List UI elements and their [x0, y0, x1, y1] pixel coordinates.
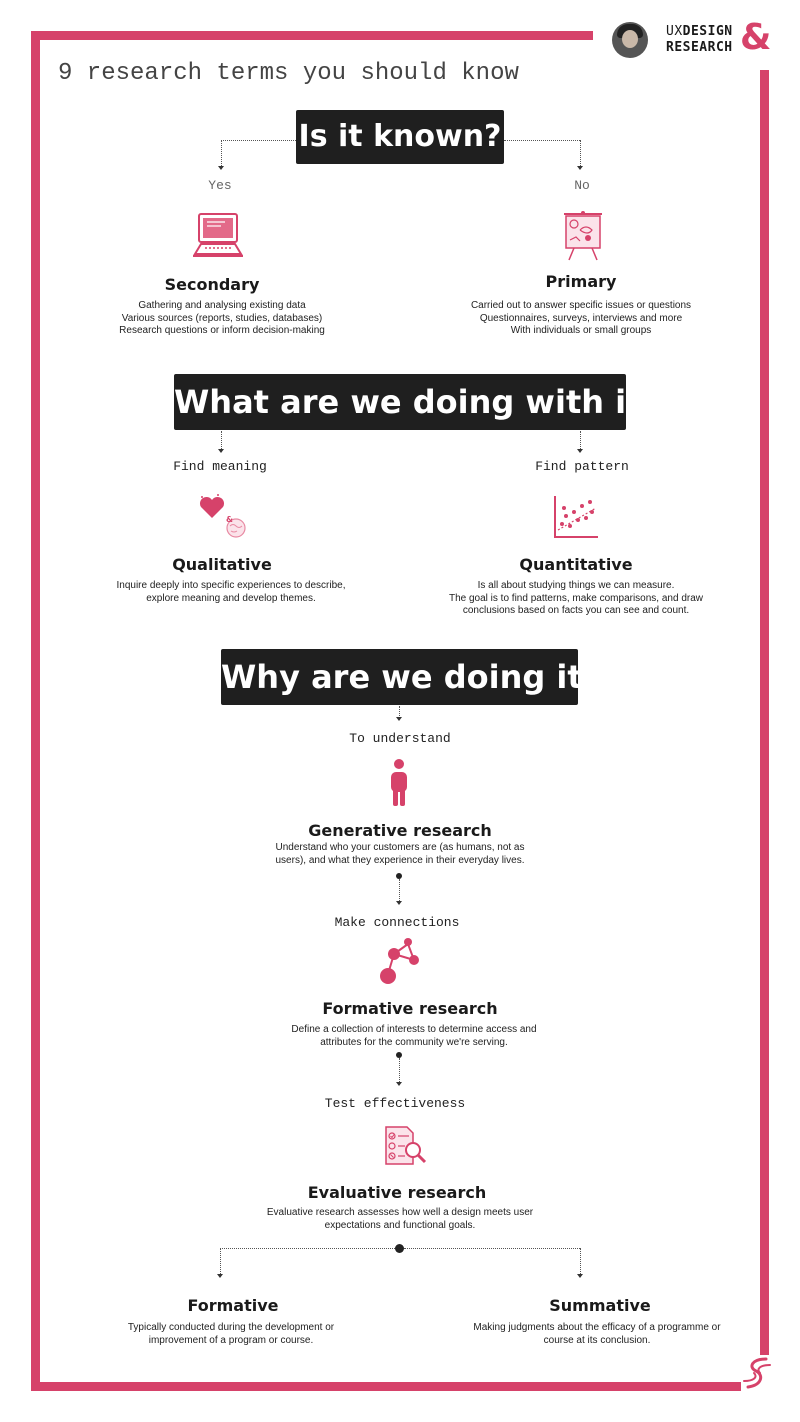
- description-line: Define a collection of interests to determine access and: [291, 1024, 537, 1035]
- description-line: Research questions or inform decision-making: [119, 325, 325, 336]
- arrow-down-icon: [577, 166, 583, 170]
- description-line: course at its conclusion.: [543, 1334, 651, 1346]
- description-line: Understand who your customers are (as humans, not as: [275, 842, 525, 853]
- connector: [221, 140, 296, 141]
- arrow-down-icon: [217, 1274, 223, 1278]
- description-line: Various sources (reports, studies, databases): [121, 312, 323, 324]
- arrow-down-icon: [577, 449, 583, 453]
- connector: [504, 140, 580, 141]
- description-primary: [436, 300, 726, 338]
- description-line: Carried out to answer specific issues or questions: [470, 300, 692, 311]
- person-icon: [387, 758, 411, 808]
- description-formative-research: [264, 1024, 564, 1049]
- branch-label-yes: Yes: [208, 178, 232, 193]
- description-line: With individuals or small groups: [510, 325, 652, 336]
- label-make-connections: Make connections: [334, 915, 460, 930]
- question-is-it-known: Is it known?: [296, 110, 504, 164]
- frame-bottom-border: [31, 1382, 741, 1391]
- description-formative: [96, 1322, 366, 1347]
- brand-name: [666, 24, 733, 56]
- branch-label-find-pattern: Find pattern: [535, 459, 629, 474]
- frame-right-border: [760, 70, 769, 1355]
- description-line: Is all about studying things we can measure.: [477, 580, 675, 591]
- connector: [221, 140, 222, 166]
- heading-generative-research: Generative research: [308, 821, 492, 840]
- brand-design: DESIGN: [682, 24, 733, 39]
- connector: [580, 1248, 581, 1274]
- frame-top-border: [31, 31, 593, 40]
- whiteboard-icon: [560, 210, 606, 262]
- description-generative: [250, 842, 550, 867]
- branch-label-no: No: [574, 178, 590, 193]
- checklist-magnifier-icon: [383, 1124, 429, 1168]
- description-line: The goal is to find patterns, make comparisons, and draw: [448, 592, 704, 604]
- brand-ux: UX: [666, 24, 683, 39]
- heading-evaluative-research: Evaluative research: [307, 1183, 487, 1202]
- description-line: Making judgments about the efficacy of a programme or: [473, 1322, 721, 1333]
- brand-logo: [612, 18, 772, 62]
- connector: [399, 1058, 400, 1082]
- question-what-doing: What are we doing with it?: [174, 374, 626, 430]
- heading-quantitative: Quantitative: [519, 555, 633, 574]
- arrow-down-icon: [218, 449, 224, 453]
- heading-primary: Primary: [545, 272, 617, 291]
- description-qualitative: [81, 580, 381, 605]
- description-line: explore meaning and develop themes.: [146, 592, 316, 604]
- connector: [580, 431, 581, 449]
- description-line: Questionnaires, surveys, interviews and more: [479, 312, 683, 324]
- description-secondary: [92, 300, 352, 338]
- avatar: [612, 22, 648, 58]
- connector: [580, 140, 581, 166]
- description-line: conclusions based on facts you can see and count.: [462, 605, 690, 616]
- heart-brain-icon: [196, 492, 252, 538]
- description-line: Inquire deeply into specific experiences to describe,: [116, 580, 346, 591]
- description-line: Gathering and analysing existing data: [138, 300, 306, 311]
- network-icon: [376, 936, 422, 986]
- connector: [404, 1248, 580, 1249]
- connector: [399, 879, 400, 901]
- corner-s-logo-icon: [742, 1355, 772, 1391]
- arrow-down-icon: [396, 901, 402, 905]
- laptop-icon: [193, 210, 245, 262]
- branch-label-find-meaning: Find meaning: [173, 459, 267, 474]
- page-title: 9 research terms you should know: [58, 60, 519, 87]
- heart-brain-ampersand: &: [226, 515, 233, 524]
- arrow-down-icon: [396, 717, 402, 721]
- arrow-down-icon: [577, 1274, 583, 1278]
- question-why-doing: Why are we doing it?: [221, 649, 578, 705]
- description-line: attributes for the community we're serving.: [320, 1036, 508, 1048]
- frame-left-border: [31, 31, 40, 1391]
- arrow-down-icon: [396, 1082, 402, 1086]
- connector: [220, 1248, 221, 1274]
- label-test-effectiveness: Test effectiveness: [324, 1096, 466, 1111]
- description-summative: [452, 1322, 742, 1347]
- connector: [221, 431, 222, 449]
- connector-node: [395, 1244, 404, 1253]
- description-line: users), and what they experience in their everyday lives.: [275, 854, 525, 866]
- brand-research: RESEARCH: [666, 40, 733, 55]
- description-evaluative: [250, 1207, 550, 1232]
- label-to-understand: To understand: [349, 731, 451, 746]
- scatter-plot-icon: [552, 494, 600, 540]
- brand-ampersand: &: [740, 17, 772, 58]
- description-line: Typically conducted during the development or: [127, 1322, 335, 1333]
- description-line: Evaluative research assesses how well a design meets user: [266, 1207, 534, 1218]
- heading-summative: Summative: [549, 1296, 651, 1315]
- heading-formative: Formative: [187, 1296, 279, 1315]
- description-quantitative: [431, 580, 721, 618]
- description-line: improvement of a program or course.: [148, 1334, 314, 1346]
- connector: [220, 1248, 395, 1249]
- heading-formative-research: Formative research: [322, 999, 498, 1018]
- arrow-down-icon: [218, 166, 224, 170]
- description-line: expectations and functional goals.: [324, 1219, 476, 1231]
- heading-qualitative: Qualitative: [172, 555, 272, 574]
- heading-secondary: Secondary: [164, 275, 260, 294]
